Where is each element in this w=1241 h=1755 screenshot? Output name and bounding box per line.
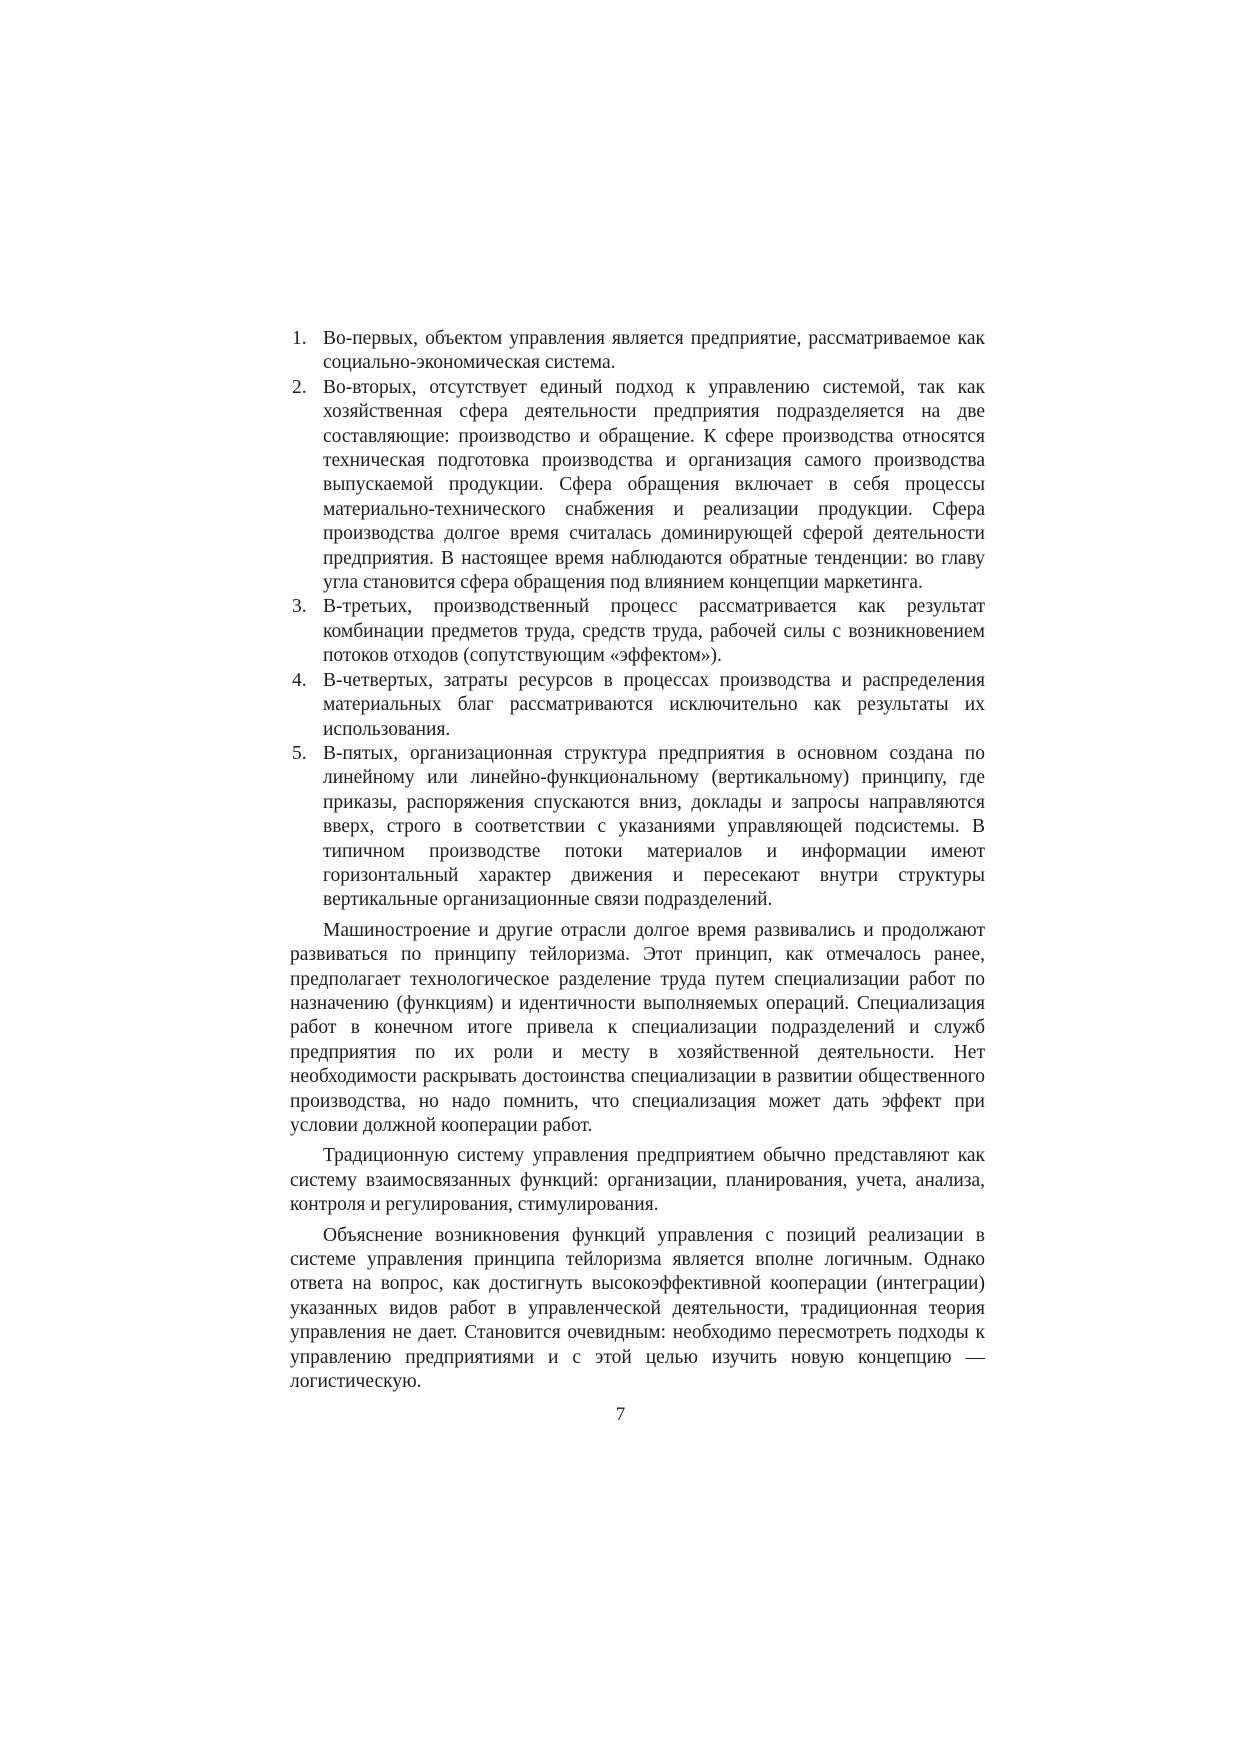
numbered-list xyxy=(290,327,985,913)
list-item-number: 2. xyxy=(292,376,307,398)
list-item-text: В-третьих, производственный процесс рассматривается как результат комбинации предметов труда, средств труда, рабочей силы с возникновением потоков отходов (сопутствующим «эффектом»). xyxy=(323,596,985,667)
list-item-number: 4. xyxy=(292,669,307,691)
list-item-text: В-четвертых, затраты ресурсов в процессах производства и распределения материальных благ рассматриваются исключительно как результаты их использования. xyxy=(323,669,985,740)
list-item-number: 5. xyxy=(292,742,307,764)
list-item-text: Во-вторых, отсутствует единый подход к управлению системой, так как хозяйственная сфера деятельности предприятия подразделяется на две составляющие: производство и обращение. К сфере производства относятся техническая подготовка производства и организация самого производства выпускаемой продукции. Сфера обращения включает в себя процессы материально-технического снабжения и реализации продукции. Сфера производства долгое время считалась доминирующей сферой деятельности предприятия. В настоящее время наблюдаются обратные тенденции: во главу угла становится сфера обращения под влиянием концепции маркетинга. xyxy=(323,376,985,594)
list-item xyxy=(290,595,985,668)
page-number: 7 xyxy=(615,1404,626,1425)
list-item xyxy=(290,742,985,913)
list-item-number: 3. xyxy=(292,596,307,618)
list-item-text: В-пятых, организационная структура предприятия в основном создана по линейному или линейно-функциональному (вертикальному) принципу, где приказы, распоряжения спускаются вниз, доклады и запросы направляются вверх, строго в соответствии с указаниями управляющей подсистемы. В типичном производстве потоки материалов и информации имеют горизонтальный характер движения и пересекают внутри структуры вертикальные организационные связи подразделений. xyxy=(323,742,985,911)
body-paragraph: Традиционную систему управления предприятием обычно представляют как систему взаимосвязанных функций: организации, планирования, учета, анализа, контроля и регулирования, стимулирования. xyxy=(290,1145,985,1216)
list-item-number: 1. xyxy=(292,328,307,349)
list-item xyxy=(290,669,985,742)
list-item xyxy=(290,376,985,596)
body-paragraph: Машиностроение и другие отрасли долгое время развивались и продолжают развиваться по принципу тейлоризма. Этот принцип, как отмечалось ранее, предполагает технологическое разделение труда путем специализации работ по назначению (функциям) и идентичности выполняемых операций. Специализация работ в конечном итоге привела к специализации подразделений и служб предприятия по их роли и месту в хозяйственной деятельности. Нет необходимости раскрывать достоинства специализации в развитии общественного производства, но надо помнить, что специализация может дать эффект при условии должной кооперации работ. xyxy=(290,919,985,1136)
body-paragraph: Объяснение возникновения функций управления с позиций реализации в системе управления принципа тейлоризма является вполне логичным. Однако ответа на вопрос, как достигнуть высокоэффективной кооперации (интеграции) указанных видов работ в управленческой деятельности, традиционная теория управления не дает. Становится очевидным: необходимо пересмотреть подходы к управлению предприятиями и с этой целью изучить новую концепцию — логистическую. xyxy=(290,1224,985,1393)
list-item xyxy=(290,327,985,376)
page-text xyxy=(290,327,985,1394)
list-item-text: Во-первых, объектом управления является предприятие, рассматриваемое как социально-экономическая система. xyxy=(323,328,985,374)
